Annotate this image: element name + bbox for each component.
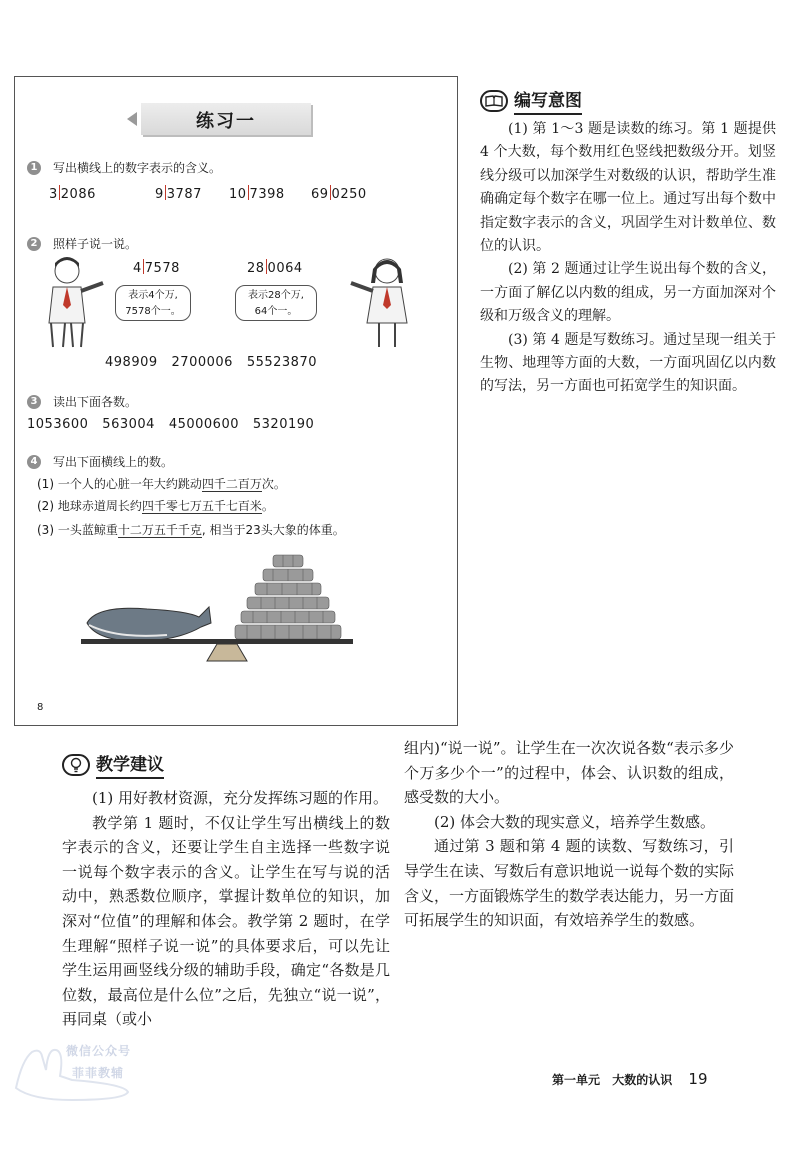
q1-n4-right: 0250 bbox=[331, 187, 367, 202]
q1-n1-right: 2086 bbox=[60, 187, 96, 202]
speech-bubble-boy bbox=[115, 285, 191, 321]
book-icon bbox=[480, 90, 508, 112]
question-3-text: 读出下面各数。 bbox=[53, 395, 138, 409]
q2-example-28-0064 bbox=[247, 259, 303, 276]
q1-n2-right: 3787 bbox=[166, 187, 202, 202]
question-4-badge: 4 bbox=[27, 455, 41, 469]
q1-n1-left: 3 bbox=[49, 187, 58, 202]
bubble-boy-line2: 7578个一。 bbox=[125, 306, 181, 317]
question-2-badge: 2 bbox=[27, 237, 41, 251]
lightbulb-icon bbox=[62, 754, 90, 776]
q3-numbers: 1053600 563004 45000600 5320190 bbox=[27, 417, 315, 432]
intent-paragraph-1: (1) 第 1～3 题是读数的练习。第 1 题提供 4 个大数，每个数用红色竖线把数级分开。划竖线分级可以加深学生对数级的认识，帮助学生准确确定每个数字在哪一位上。通过写出每个数中指定数字表示的含义，巩固学生对计数单位、数位的认识。 bbox=[480, 121, 776, 255]
question-3 bbox=[27, 393, 137, 410]
red-divider bbox=[266, 259, 267, 274]
footer-page-number: 19 bbox=[688, 1070, 708, 1088]
question-1-text: 写出横线上的数字表示的含义。 bbox=[53, 161, 222, 175]
question-2-text: 照样子说一说。 bbox=[53, 237, 138, 251]
q4-item-1-post: 次。 bbox=[261, 477, 286, 491]
question-2 bbox=[27, 235, 137, 252]
q2-e2-left: 28 bbox=[247, 261, 265, 276]
bubble-girl-line1: 表示28个万, bbox=[248, 290, 304, 301]
intent-header bbox=[480, 86, 582, 115]
boy-illustration bbox=[37, 253, 109, 349]
q1-number-3-2086 bbox=[49, 185, 96, 202]
speech-bubble-girl bbox=[235, 285, 317, 321]
bubble-boy-line1: 表示4个万, bbox=[128, 290, 178, 301]
q1-number-9-3787 bbox=[155, 185, 202, 202]
intent-paragraph-2: (2) 第 2 题通过让学生说出每个数的含义，一方面了解亿以内数的组成，另一方面加深对个级和万级含义的理解。 bbox=[480, 261, 776, 325]
red-divider bbox=[143, 259, 144, 274]
suggestions-left-column bbox=[62, 786, 390, 1032]
q1-n2-left: 9 bbox=[155, 187, 164, 202]
footer-unit: 第一单元 bbox=[552, 1073, 601, 1087]
q4-item-3-post: , 相当于23头大象的体重。 bbox=[201, 523, 345, 537]
suggestions-header bbox=[62, 750, 164, 779]
girl-illustration bbox=[345, 253, 417, 349]
watermark-line-2: 菲菲教辅 bbox=[72, 1066, 125, 1080]
q4-item-2-underlined: 四千零七万五千七百米 bbox=[141, 499, 262, 513]
page-number-left: 8 bbox=[37, 702, 44, 713]
watermark bbox=[12, 1036, 132, 1106]
q4-item-2 bbox=[37, 497, 274, 514]
suggestions-right-column bbox=[404, 736, 734, 933]
textbook-page-box bbox=[14, 76, 458, 726]
q1-number-10-7398 bbox=[229, 185, 285, 202]
question-4-text: 写出下面横线上的数。 bbox=[53, 455, 174, 469]
suggestion-paragraph-2: 教学第 1 题时，不仅让学生写出横线上的数字表示的含义，还要让学生自主选择一些数字说一说每个数字表示的含义。让学生在写与说的活动中，熟悉数位顺序，掌握计数单位的知识，加深对“位值”的理解和体会。教学第 2 题时，在学生理解“照样子说一说”的具体要求后，可以先让学生运用画竖线分级的辅助手段，确定“各数是几位数，最高位是什么位”之后，先独立“说一说”，再同桌（或小 bbox=[62, 813, 390, 1029]
footer-chapter: 大数的认识 bbox=[612, 1073, 673, 1087]
suggestions-title: 教学建议 bbox=[96, 750, 164, 779]
page-footer bbox=[552, 1070, 708, 1088]
q4-item-1-pre: (1) 一个人的心脏一年大约跳动 bbox=[37, 477, 202, 491]
question-3-badge: 3 bbox=[27, 395, 41, 409]
q1-n4-left: 69 bbox=[311, 187, 329, 202]
q1-n3-left: 10 bbox=[229, 187, 247, 202]
red-divider bbox=[59, 185, 60, 200]
q4-item-3-underlined: 十二万五千千克 bbox=[117, 523, 202, 537]
q4-item-3 bbox=[37, 521, 345, 538]
suggestion-paragraph-1: (1) 用好教材资源，充分发挥练习题的作用。 bbox=[92, 789, 389, 807]
red-divider bbox=[330, 185, 331, 200]
question-1 bbox=[27, 159, 221, 176]
red-divider bbox=[248, 185, 249, 200]
q4-item-1 bbox=[37, 475, 286, 492]
lesson-title-tab bbox=[141, 103, 311, 135]
q2-numbers: 498909 2700006 55523870 bbox=[105, 355, 317, 370]
intent-paragraph-3: (3) 第 4 题是写数练习。通过呈现一组关于生物、地理等方面的大数，一方面巩固亿以内数的写法，另一方面也可拓宽学生的知识面。 bbox=[480, 331, 776, 395]
lesson-title: 练习一 bbox=[196, 111, 256, 132]
q1-n3-right: 7398 bbox=[249, 187, 285, 202]
suggestion-paragraph-4: 通过第 3 题和第 4 题的读数、写数练习，引导学生在读、写数后有意识地说一说每个数的实际含义，一方面锻炼学生的数学表达能力，另一方面可拓展学生的知识面，有效培养学生的数感。 bbox=[404, 837, 735, 930]
q1-number-69-0250 bbox=[311, 185, 367, 202]
suggestion-paragraph-3: (2) 体会大数的现实意义，培养学生数感。 bbox=[434, 812, 716, 831]
whale-elephant-balance-illustration bbox=[77, 545, 377, 665]
watermark-line-1: 微信公众号 bbox=[66, 1044, 132, 1058]
intent-body bbox=[480, 118, 776, 399]
q4-item-2-pre: (2) 地球赤道周长约 bbox=[37, 499, 142, 513]
q4-item-1-underlined: 四千二百万 bbox=[201, 477, 262, 491]
question-1-badge: 1 bbox=[27, 161, 41, 175]
q2-e1-right: 7578 bbox=[144, 261, 180, 276]
red-divider bbox=[165, 185, 166, 200]
q2-e1-left: 4 bbox=[133, 261, 142, 276]
q4-item-3-pre: (3) 一头蓝鲸重 bbox=[37, 523, 118, 537]
question-4 bbox=[27, 453, 173, 470]
bubble-girl-line2: 64个一。 bbox=[254, 306, 298, 317]
suggestion-continuation: 组内)“说一说”。让学生在一次次说各数“表示多少个万多少个一”的过程中，体会、认识数的组成，感受数的大小。 bbox=[404, 739, 734, 807]
q4-item-2-post: 。 bbox=[261, 499, 274, 513]
q2-example-4-7578 bbox=[133, 259, 180, 276]
intent-title: 编写意图 bbox=[514, 86, 582, 115]
q2-e2-right: 0064 bbox=[267, 261, 303, 276]
